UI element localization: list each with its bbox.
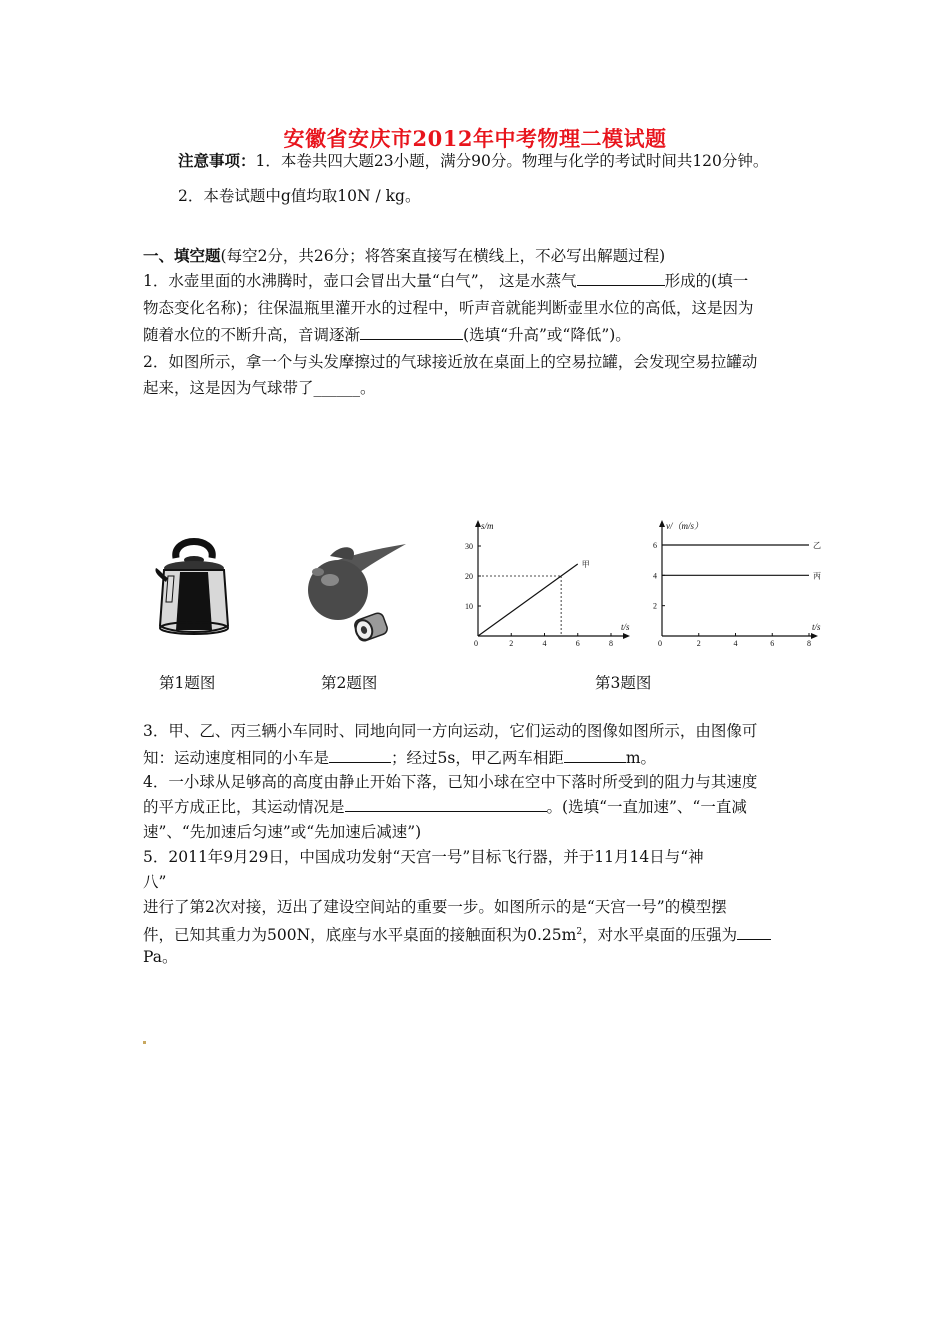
q4-line-2 bbox=[143, 796, 747, 818]
figure-3-caption: 第3题图 bbox=[595, 674, 652, 692]
q5-line-1: 5．2011年9月29日，中国成功发射“天宫一号”目标飞行器，并于11月14日与“神 bbox=[143, 848, 704, 866]
x-tick-label: 4 bbox=[542, 639, 547, 648]
section-1-header bbox=[143, 245, 665, 267]
q3-line-1: 3．甲、乙、丙三辆小车同时、同地向同一方向运动，它们运动的图像如图所示，由图像可 bbox=[143, 722, 758, 740]
x-axis-label: t/s bbox=[621, 622, 630, 632]
q1-text-b: 形成的(填一 bbox=[664, 272, 749, 290]
q4-line-1: 4．一小球从足够高的高度由静止开始下落，已知小球在空中下落时所受到的阻力与其速度 bbox=[143, 773, 758, 791]
y-axis-label: s/m bbox=[481, 521, 494, 531]
q5-text-a: 件，已知其重力为500N，底座与水平桌面的接触面积为0.25m bbox=[143, 926, 577, 945]
figure-2-caption: 第2题图 bbox=[321, 674, 378, 692]
series-label: 乙 bbox=[813, 541, 821, 550]
q5-line-2: 八” bbox=[143, 873, 167, 891]
x-tick-label: 8 bbox=[807, 639, 811, 648]
v-t-chart bbox=[634, 518, 830, 650]
q5-superscript: 2 bbox=[576, 927, 583, 937]
q1-text-d: (选填“升高”或“降低”)。 bbox=[463, 326, 631, 344]
y-tick-label: 6 bbox=[653, 541, 657, 550]
q4-line-3: 速”、“先加速后匀速”或“先加速后减速”) bbox=[143, 823, 422, 841]
y-tick-label: 4 bbox=[653, 571, 657, 581]
series-label: 丙 bbox=[813, 571, 821, 581]
section-1-instructions: (每空2分，共26分；将答案直接写在横线上，不必写出解题过程) bbox=[220, 247, 666, 265]
notice-item-1: 1．本卷共四大题23小题，满分90分。物理与化学的考试时间共120分钟。 bbox=[255, 152, 769, 170]
x-axis-arrow bbox=[811, 633, 818, 639]
answer-blank[interactable] bbox=[737, 924, 771, 940]
y-tick-label: 10 bbox=[465, 602, 473, 611]
x-tick-label: 6 bbox=[575, 639, 580, 648]
q2-line-2: 起来，这是因为气球带了______。 bbox=[143, 379, 376, 397]
page-mark bbox=[143, 1041, 146, 1044]
q1-text-c: 随着水位的不断升高，音调逐渐 bbox=[143, 326, 361, 344]
section-1-heading: 一、填空题 bbox=[143, 246, 221, 265]
q3-line-2 bbox=[143, 747, 656, 769]
y-tick-label: 20 bbox=[465, 572, 473, 581]
series-label: 甲 bbox=[581, 560, 590, 569]
q1-line-1 bbox=[143, 270, 748, 292]
y-axis-arrow bbox=[659, 520, 665, 527]
y-tick-label: 30 bbox=[465, 542, 473, 551]
q5-line-4 bbox=[143, 921, 771, 946]
q2-line-1: 2．如图所示，拿一个与头发摩擦过的气球接近放在桌面上的空易拉罐，会发现空易拉罐动 bbox=[143, 353, 758, 371]
x-tick-label: 8 bbox=[609, 639, 613, 648]
x-tick-label: 6 bbox=[770, 639, 775, 648]
q4-text-b: 。(选填“一直加速”、“一直减 bbox=[546, 798, 747, 816]
x-tick-label: 0 bbox=[474, 639, 478, 648]
answer-blank[interactable] bbox=[577, 270, 665, 286]
x-tick-label: 0 bbox=[658, 639, 662, 648]
answer-blank[interactable] bbox=[360, 324, 463, 340]
q1-line-2: 物态变化名称)；往保温瓶里灌开水的过程中，听声音就能判断壶里水位的高低，这是因为 bbox=[143, 299, 754, 317]
kettle-figure bbox=[154, 532, 234, 638]
q1-line-3 bbox=[143, 324, 631, 346]
notice-line-1 bbox=[178, 150, 768, 172]
s-t-chart bbox=[448, 518, 638, 650]
x-tick-label: 4 bbox=[733, 639, 738, 648]
q5-text-b: ，对水平桌面的压强为 bbox=[582, 926, 738, 945]
answer-blank[interactable] bbox=[345, 796, 547, 812]
y-axis-label: v/（m/s） bbox=[666, 521, 703, 531]
q3-text-c: m。 bbox=[625, 749, 657, 767]
answer-blank[interactable] bbox=[564, 747, 626, 763]
q3-text-b: ；经过5s，甲乙两车相距 bbox=[391, 749, 564, 767]
x-axis-arrow bbox=[623, 633, 630, 639]
q1-text-a: 1．水壶里面的水沸腾时，壶口会冒出大量“白气”， 这是水蒸气 bbox=[143, 272, 577, 290]
q4-text-a: 的平方成正比，其运动情况是 bbox=[143, 798, 345, 816]
x-tick-label: 2 bbox=[509, 639, 514, 648]
x-axis-label: t/s bbox=[812, 622, 821, 632]
series-line bbox=[478, 564, 578, 636]
y-tick-label: 2 bbox=[653, 601, 657, 611]
figure-1-caption: 第1题图 bbox=[159, 674, 216, 692]
balloon-can-figure bbox=[302, 542, 410, 644]
q5-line-5: Pa。 bbox=[143, 948, 178, 966]
notice-label: 注意事项： bbox=[178, 151, 256, 170]
x-tick-label: 2 bbox=[696, 639, 701, 648]
q3-text-a: 知：运动速度相同的小车是 bbox=[143, 749, 330, 767]
page-title: 安徽省安庆市2012年中考物理二模试题 bbox=[283, 126, 667, 151]
q5-line-3: 进行了第2次对接，迈出了建设空间站的重要一步。如图所示的是“天宫一号”的模型摆 bbox=[143, 898, 727, 916]
answer-blank[interactable] bbox=[329, 747, 391, 763]
notice-item-2: 2．本卷试题中g值均取10N / kg。 bbox=[178, 187, 421, 205]
